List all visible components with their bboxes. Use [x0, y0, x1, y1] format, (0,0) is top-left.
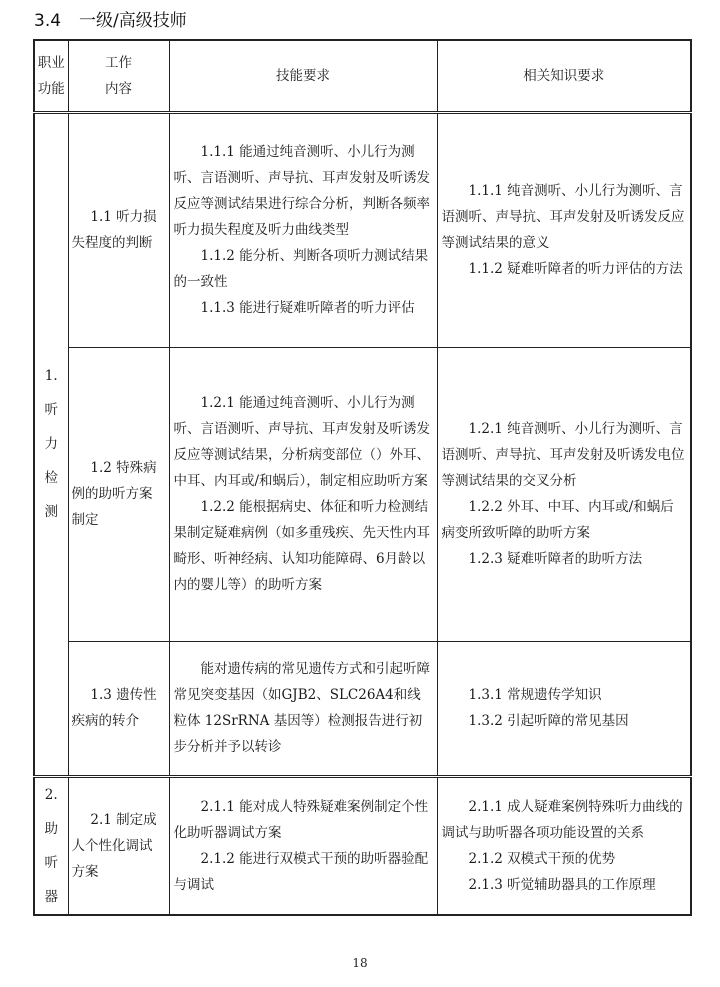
- knowledge-cell: [437, 776, 691, 915]
- requirements-table: [33, 39, 692, 916]
- function-char: 检: [44, 470, 58, 486]
- content-cell: [68, 347, 169, 641]
- page-number: 18: [352, 956, 368, 970]
- table-row: [34, 776, 691, 915]
- knowledge-cell: [437, 641, 691, 776]
- function-label: 1.: [44, 368, 58, 384]
- table-row: [34, 347, 691, 641]
- function-label: 2.: [44, 786, 58, 803]
- knowledge-item: 1.3.1 常规遗传学知识: [468, 687, 602, 703]
- header-content-line2: 内容: [105, 80, 132, 97]
- skill-item: 2.1.1 能对成人特殊疑难案例制定个性化助听器调试方案: [173, 798, 429, 841]
- content-text: 1.1 听力损失程度的判断: [71, 209, 157, 251]
- knowledge-item: 1.2.2 外耳、中耳、内耳或/和蜗后病变所致听障的助听方案: [441, 499, 674, 541]
- content-text: 1.2 特殊病例的助听方案制定: [71, 460, 157, 528]
- knowledge-cell: [437, 347, 691, 641]
- header-function: [34, 40, 68, 112]
- table-header-row: [34, 40, 691, 112]
- content-cell: [68, 641, 169, 776]
- skills-cell: [169, 641, 437, 776]
- section-number: 3.4: [34, 11, 62, 31]
- header-skills: 技能要求: [169, 40, 437, 112]
- knowledge-item: 1.3.2 引起听障的常见基因: [468, 713, 629, 729]
- skill-item: 能对遗传病的常见遗传方式和引起听障常见突变基因（如GJB2、SLC26A4和线粒体 12SrRNA 基因等）检测报告进行初步分析并予以转诊: [173, 661, 430, 755]
- header-content-line1: 工作: [105, 54, 132, 71]
- header-function-line1: 职业: [37, 54, 65, 71]
- skill-item: 1.1.2 能分析、判断各项听力测试结果的一致性: [173, 248, 429, 290]
- knowledge-item: 2.1.1 成人疑难案例特殊听力曲线的调试与助听器各项功能设置的关系: [441, 798, 683, 841]
- header-knowledge: 相关知识要求: [437, 40, 691, 112]
- skills-cell: [169, 347, 437, 641]
- function-char: 器: [44, 888, 58, 905]
- skill-item: 2.1.2 能进行双模式干预的助听器验配与调试: [173, 850, 429, 893]
- knowledge-cell: [437, 112, 691, 347]
- content-cell: [68, 776, 169, 915]
- function-char: 听: [44, 854, 58, 871]
- table-row: [34, 641, 691, 776]
- header-function-line2: 功能: [37, 80, 65, 97]
- content-cell: [68, 112, 169, 347]
- skill-item: 1.1.1 能通过纯音测听、小儿行为测听、言语测听、声导抗、耳声发射及听诱发反应等测试结果进行综合分析，判断各频率听力损失程度及听力曲线类型: [173, 144, 430, 238]
- function-char: 测: [44, 504, 58, 520]
- function-char: 听: [44, 402, 58, 418]
- knowledge-item: 2.1.2 双模式干预的优势: [468, 850, 616, 867]
- section-heading: [34, 6, 187, 36]
- table-row: [34, 112, 691, 347]
- skill-item: 1.2.1 能通过纯音测听、小儿行为测听、言语测听、声导抗、耳声发射及听诱发反应等测试结果，分析病变部位（）外耳、中耳、内耳或/和蜗后），制定相应助听方案: [173, 395, 430, 489]
- skills-cell: [169, 776, 437, 915]
- function-char: 助: [44, 820, 58, 837]
- content-text: 1.3 遗传性疾病的转介: [71, 687, 157, 729]
- knowledge-item: 1.2.3 疑难听障者的助听方法: [468, 551, 643, 567]
- knowledge-item: 1.1.1 纯音测听、小儿行为测听、言语测听、声导抗、耳声发射及听诱发反应等测试结果的意义: [441, 183, 685, 251]
- section-title: 一级/高级技师: [79, 11, 187, 31]
- header-content: [68, 40, 169, 112]
- skill-item: 1.1.3 能进行疑难听障者的听力评估: [200, 300, 415, 316]
- knowledge-item: 1.1.2 疑难听障者的听力评估的方法: [468, 261, 683, 277]
- skill-item: 1.2.2 能根据病史、体征和听力检测结果制定疑难病例（如多重残疾、先天性内耳畸形、听神经病、认知功能障碍、6月龄以内的婴儿等）的助听方案: [173, 499, 430, 593]
- content-text: 2.1 制定成人个性化调试方案: [71, 811, 157, 880]
- function-cell-hearing-aid: [34, 776, 68, 915]
- function-cell-hearing: [34, 112, 68, 776]
- skills-cell: [169, 112, 437, 347]
- knowledge-item: 2.1.3 听觉辅助器具的工作原理: [468, 876, 656, 893]
- function-char: 力: [44, 436, 58, 452]
- knowledge-item: 1.2.1 纯音测听、小儿行为测听、言语测听、声导抗、耳声发射及听诱发电位等测试结果的交叉分析: [441, 421, 685, 489]
